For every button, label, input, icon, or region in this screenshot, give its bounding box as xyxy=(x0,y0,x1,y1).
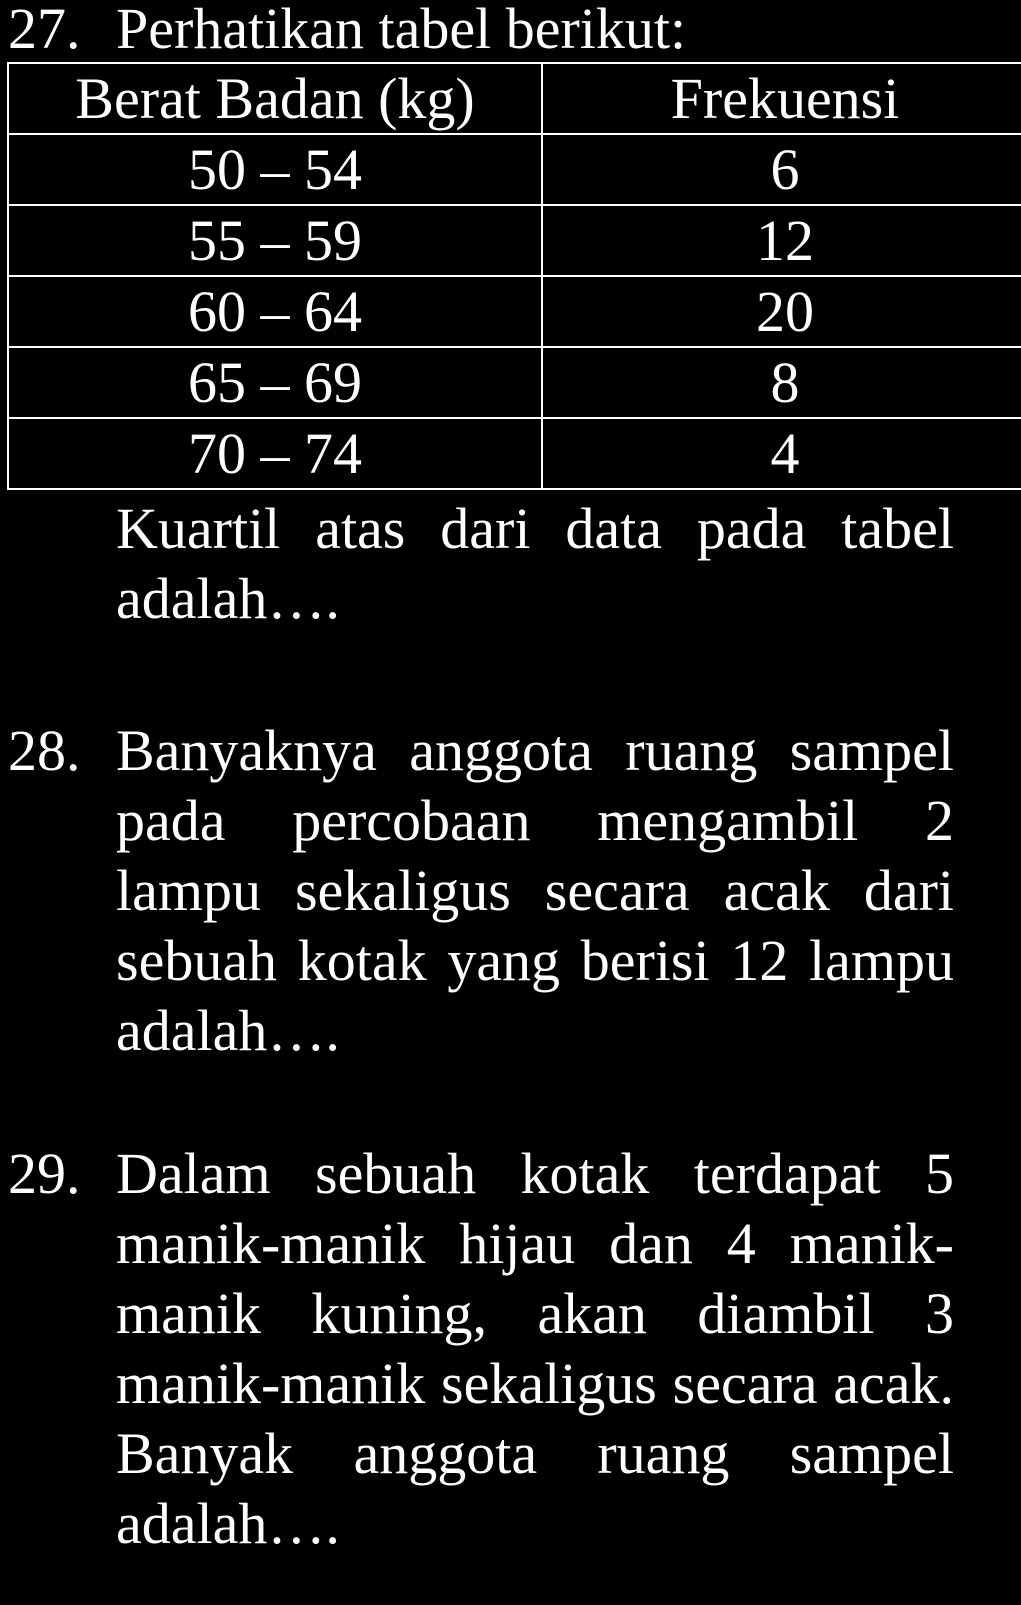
frequency-cell: 6 xyxy=(542,134,1021,205)
question-number: 29. xyxy=(8,1141,81,1206)
table-row xyxy=(8,205,1021,276)
question-text: Kuartil atas dari data pada tabel adalah…. xyxy=(116,496,954,631)
question-number: 27. xyxy=(8,0,81,61)
weight-cell: 55 – 59 xyxy=(8,205,542,276)
frequency-cell: 12 xyxy=(542,205,1021,276)
table-row xyxy=(8,134,1021,205)
weight-cell: 60 – 64 xyxy=(8,276,542,347)
frequency-cell: 4 xyxy=(542,418,1021,489)
weight-cell: 50 – 54 xyxy=(8,134,542,205)
table-row xyxy=(8,347,1021,418)
table-row xyxy=(8,276,1021,347)
frequency-cell: 8 xyxy=(542,347,1021,418)
weight-cell: 70 – 74 xyxy=(8,418,542,489)
weight-cell: 65 – 69 xyxy=(8,347,542,418)
question-number: 28. xyxy=(8,718,81,783)
column-header-weight: Berat Badan (kg) xyxy=(8,63,542,134)
question-intro: Perhatikan tabel berikut: xyxy=(116,0,687,61)
frequency-table xyxy=(7,62,1021,490)
frequency-cell: 20 xyxy=(542,276,1021,347)
question-text: Banyaknya anggota ruang sampel pada percobaan mengambil 2 lampu sekaligus secara acak dari sebuah kotak yang berisi 12 lampu adalah…. xyxy=(116,718,954,1063)
table-row xyxy=(8,418,1021,489)
column-header-frequency: Frekuensi xyxy=(542,63,1021,134)
question-text: Dalam sebuah kotak terdapat 5 manik-manik hijau dan 4 manik-manik kuning, akan diambil 3 manik-manik sekaligus secara acak. Banyak anggota ruang sampel adalah…. xyxy=(116,1141,954,1556)
table-header-row xyxy=(8,63,1021,134)
